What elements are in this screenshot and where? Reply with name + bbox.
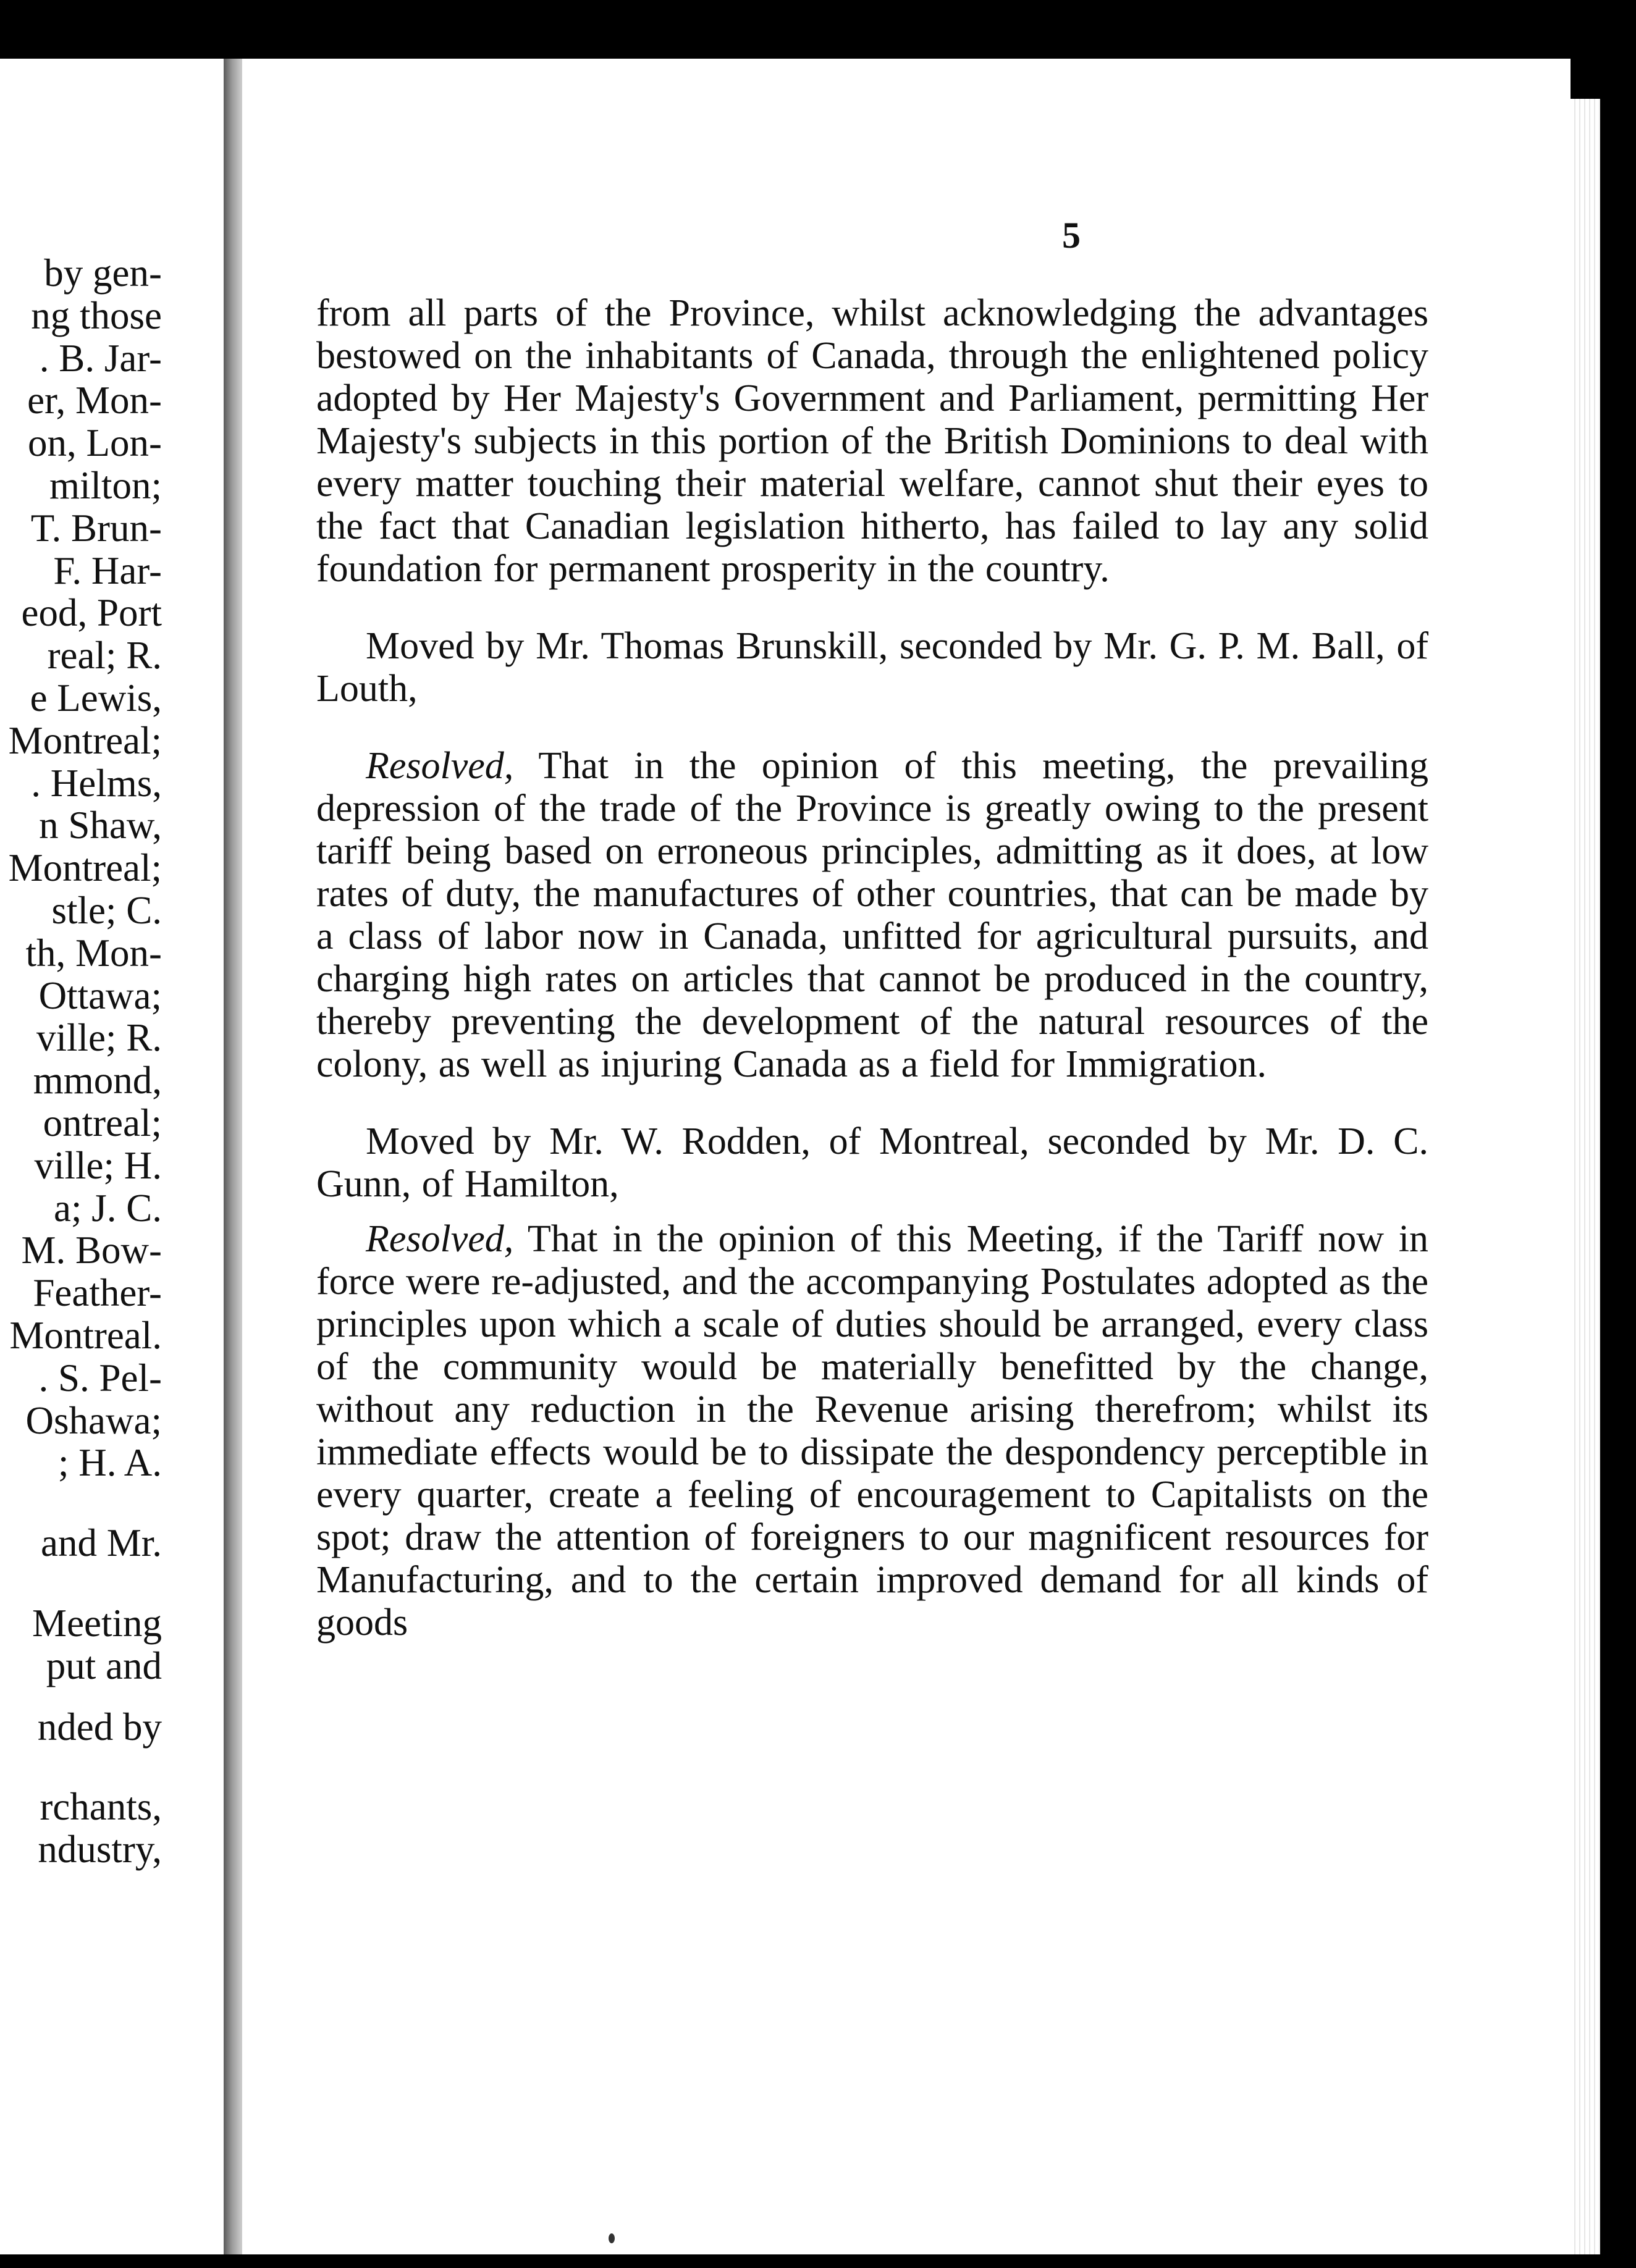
left-fragment: . Helms, <box>31 761 162 805</box>
left-fragment: eod, Port <box>21 591 162 635</box>
resolved-lead: Resolved, <box>366 1218 514 1260</box>
left-fragment: er, Mon- <box>27 379 162 422</box>
left-fragment: Meeting <box>32 1601 162 1645</box>
left-fragment: . B. Jar- <box>39 336 162 380</box>
right-page <box>242 59 1571 2254</box>
left-fragment: Feather- <box>33 1271 162 1315</box>
left-fragment: put and <box>46 1644 162 1687</box>
page-stack-edge <box>1571 99 1600 2254</box>
page-gutter <box>224 59 242 2254</box>
paragraph-spacer <box>316 1086 1428 1120</box>
paragraph-motion-1: Moved by Mr. Thomas Brunskill, seconded by Mr. G. P. M. Ball, of Louth, <box>316 625 1428 710</box>
body-text <box>316 292 1428 1644</box>
left-fragment: and Mr. <box>41 1521 162 1565</box>
left-fragment: M. Bow- <box>21 1228 162 1272</box>
left-fragment: milton; <box>49 463 162 507</box>
left-facing-page <box>0 59 224 2254</box>
left-fragment: Montreal; <box>8 846 162 890</box>
paragraph-spacer <box>316 710 1428 745</box>
left-fragment: e Lewis, <box>30 676 162 720</box>
left-page-text-fragments <box>9 252 162 1871</box>
left-fragment: ; H. A. <box>57 1441 162 1485</box>
left-fragment: mmond, <box>33 1059 162 1102</box>
resolution-text: That in the opinion of this meeting, the prevailing depression of the trade of the Province is greatly owing to the present tariff being based on erroneous principles, admitting as it does, at low rates of duty, the manufactures of other countries, that can be made by a class of labor now in Canada, unfitted for agricultural pursuits, and charging high rates on articles that cannot be produced in the country, thereby preventing the development of the natural resources of the colony, as well as injuring Canada as a field for Immigration. <box>316 745 1428 1085</box>
resolved-lead: Resolved, <box>366 745 514 787</box>
left-fragment: F. Har- <box>53 548 162 592</box>
left-fragment: th, Mon- <box>25 931 162 975</box>
paragraph-spacer <box>316 590 1428 625</box>
left-fragment: ontreal; <box>43 1101 162 1144</box>
scan-artifact <box>609 2233 615 2243</box>
left-fragment: by gen- <box>44 251 162 295</box>
left-spacer <box>9 1564 162 1602</box>
left-fragment: Ottawa; <box>38 973 162 1017</box>
left-fragment: on, Lon- <box>28 421 162 465</box>
left-fragment: T. Brun- <box>30 506 162 550</box>
resolution-text: That in the opinion of this Meeting, if the Tariff now in force were re-adjusted, and the accompanying Postulates adopted as the principles upon which a scale of duties should be arranged, every class of the community would be materially benefitted by the change, without any reduction in the Revenue arising therefrom; whilst its immediate effects would be to dissipate the despondency perceptible in every quarter, create a feeling of encouragement to Capitalists on the spot; draw the attention of foreigners to our magnificent resources for Manufacturing, and to the certain improved demand for all kinds of goods <box>316 1218 1428 1644</box>
left-fragment: stle; C. <box>51 888 162 932</box>
paragraph-resolution-1 <box>316 745 1428 1086</box>
paragraph-spacer <box>316 1206 1428 1218</box>
left-fragment: Oshawa; <box>25 1398 162 1442</box>
left-fragment: nded by <box>37 1705 162 1749</box>
left-fragment: a; J. C. <box>53 1186 162 1230</box>
left-fragment: ndustry, <box>38 1828 162 1871</box>
paragraph-motion-2: Moved by Mr. W. Rodden, of Montreal, seconded by Mr. D. C. Gunn, of Hamilton, <box>316 1120 1428 1205</box>
page-number: 5 <box>1062 215 1081 256</box>
left-spacer <box>9 1748 162 1786</box>
left-fragment: rchants, <box>40 1785 162 1829</box>
paragraph-resolution-2 <box>316 1218 1428 1644</box>
left-spacer <box>9 1687 162 1706</box>
paragraph-continuation: from all parts of the Province, whilst acknowledging the advantages bestowed on the inhabitants of Canada, through the enlightened policy adopted by Her Majesty's Government and Parliament, permitting Her Majesty's subjects in this portion of the British Dominions to deal with every matter touching their material welfare, cannot shut their eyes to the fact that Canadian legislation hitherto, has failed to lay any solid foundation for permanent prosperity in the country. <box>316 292 1428 590</box>
left-fragment: n Shaw, <box>39 804 162 847</box>
left-fragment: Montreal. <box>9 1313 162 1357</box>
left-fragment: real; R. <box>47 634 162 678</box>
left-spacer <box>9 1484 162 1522</box>
left-fragment: ville; R. <box>36 1016 162 1060</box>
left-fragment: . S. Pel- <box>38 1356 162 1400</box>
left-fragment: Montreal; <box>8 718 162 762</box>
left-fragment: ville; H. <box>34 1143 162 1187</box>
left-fragment: ng those <box>31 293 162 337</box>
